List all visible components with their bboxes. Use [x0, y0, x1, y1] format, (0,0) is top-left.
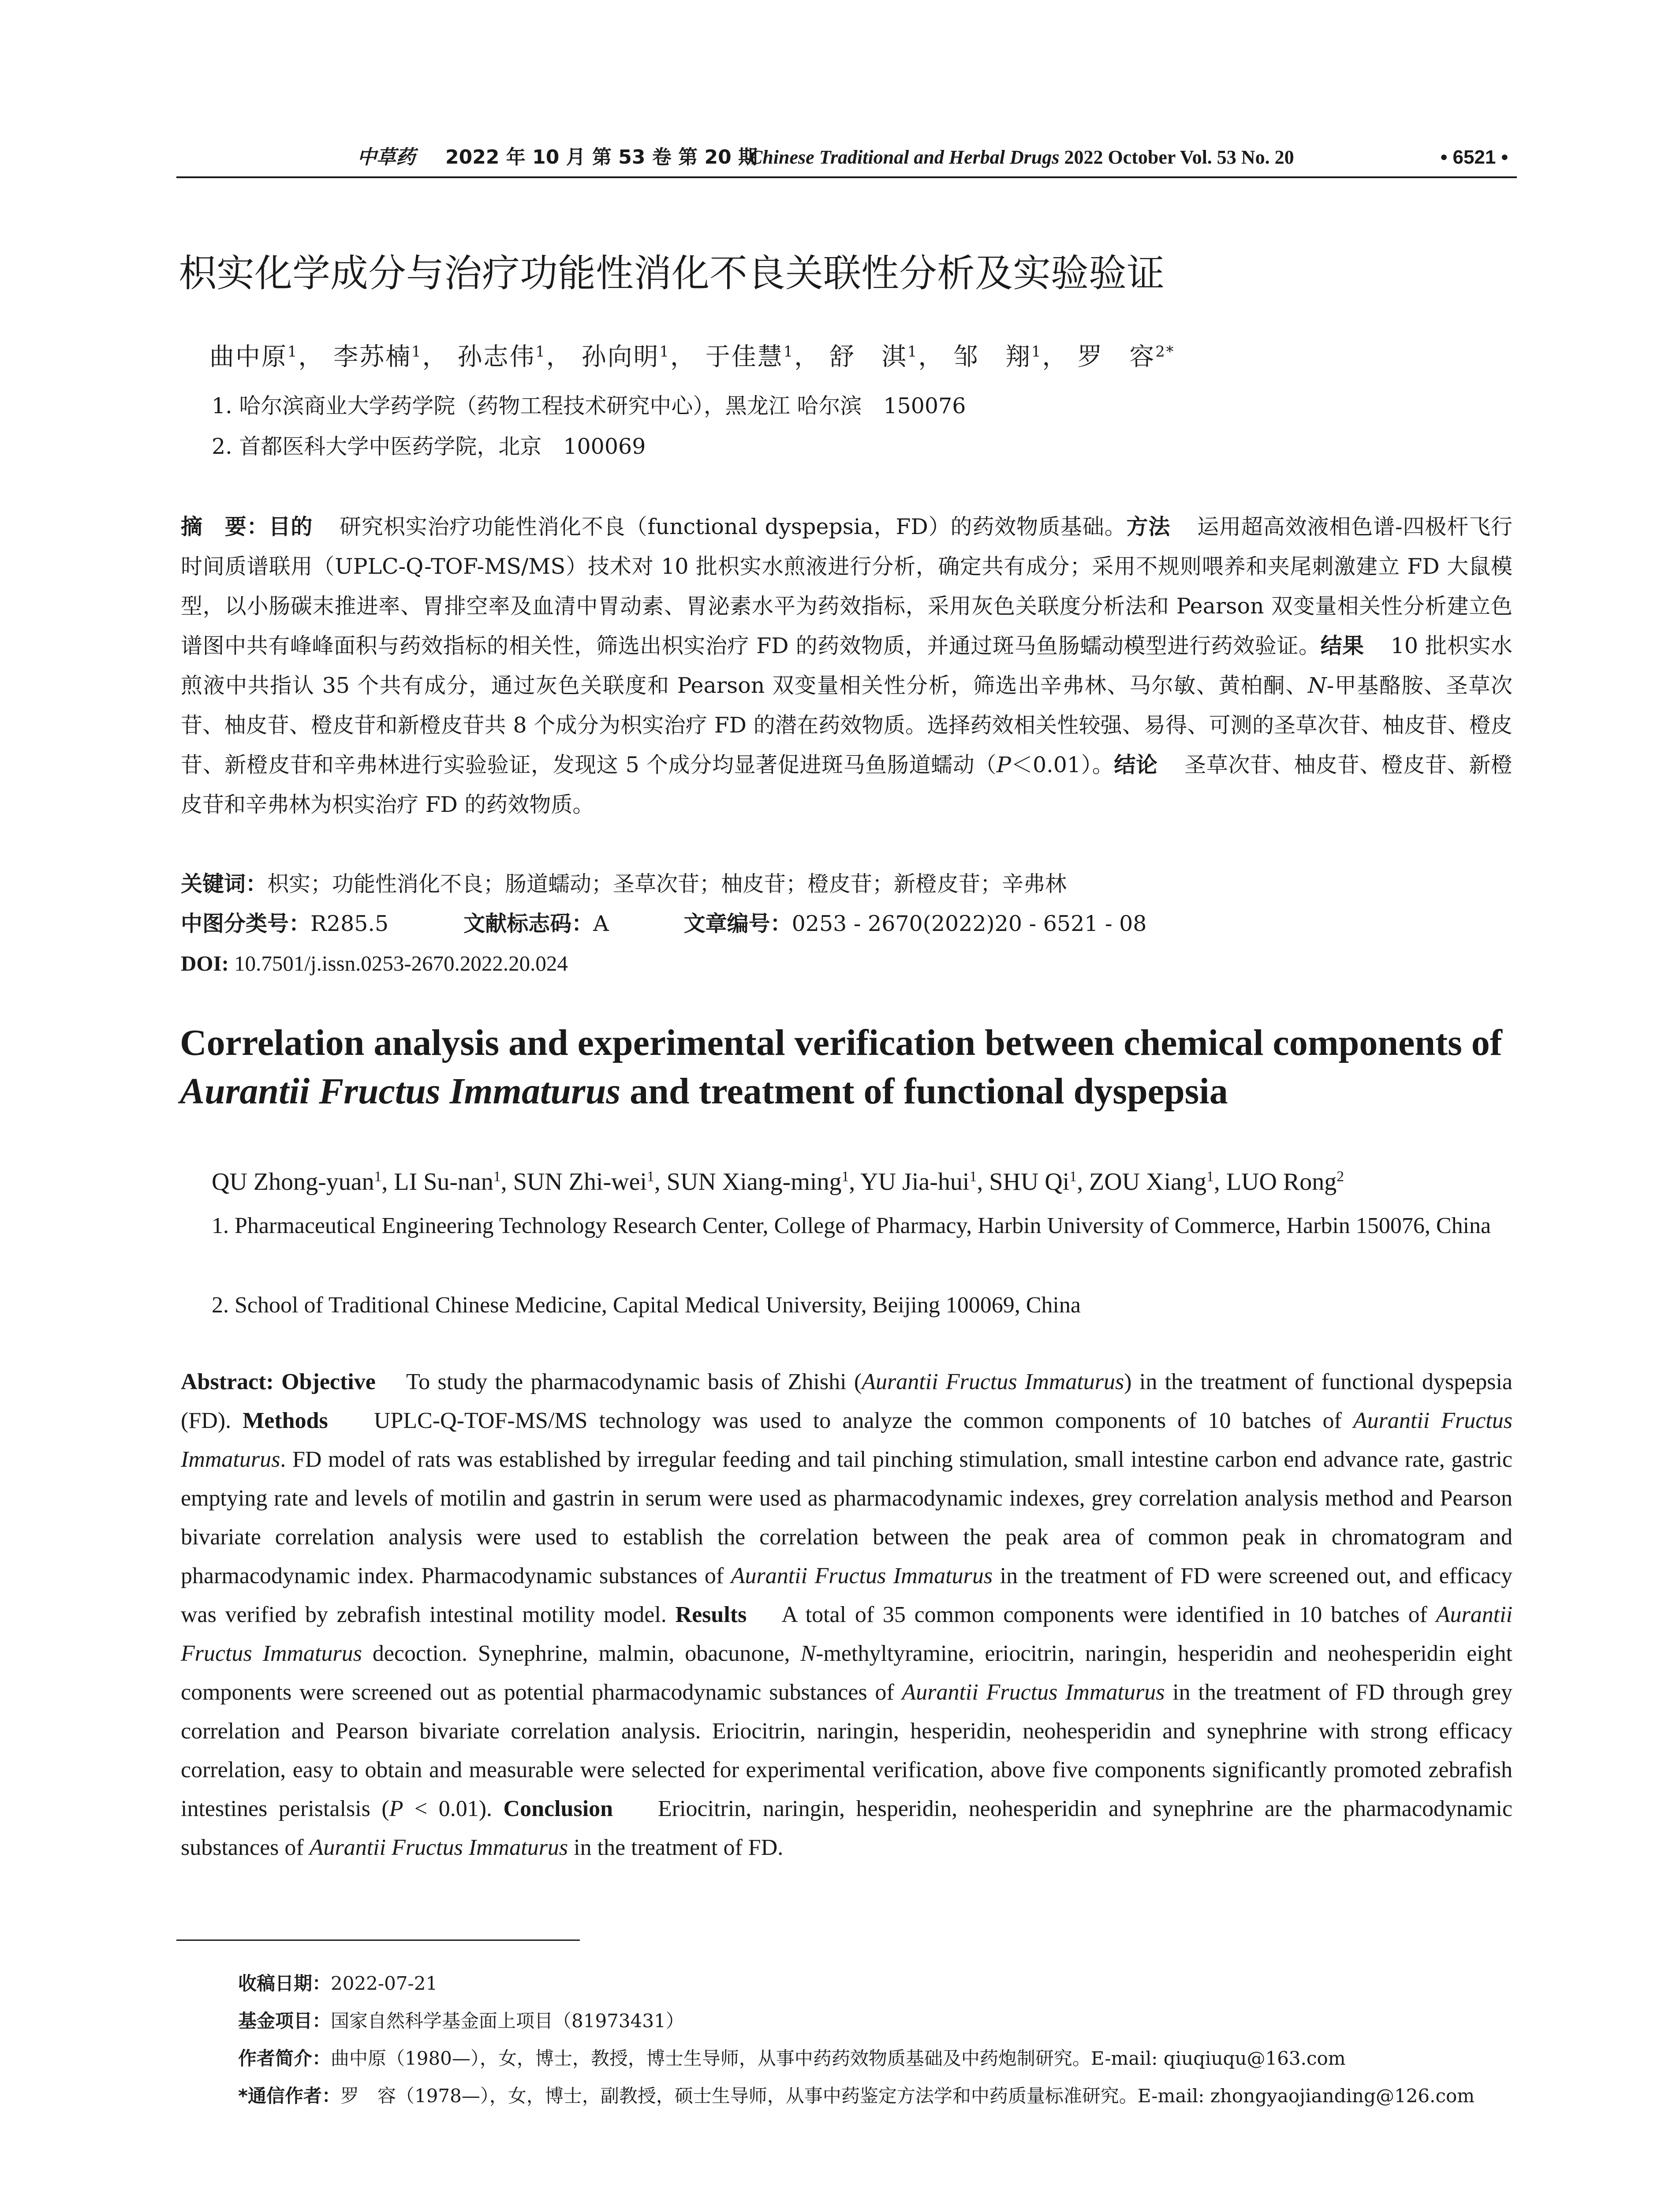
- author-cn: 罗 容: [1077, 343, 1156, 371]
- results-label-en: Results: [675, 1602, 747, 1627]
- objective-label-en: Objective: [281, 1369, 376, 1394]
- author-aff-mark: 1: [493, 1168, 501, 1185]
- objective-text-cn: 研究枳实治疗功能性消化不良（functional dyspepsia，FD）的药效物质基础。: [339, 514, 1127, 539]
- journal-name-en: Chinese Traditional and Herbal Drugs: [750, 146, 1060, 168]
- species-italic: Aurantii Fructus Immaturus: [862, 1369, 1124, 1394]
- journal-mark: 中草药: [357, 146, 415, 168]
- affiliation-cn-2: 2. 首都医科大学中医药学院，北京 100069: [212, 434, 646, 459]
- author-en: SUN Zhi-wei: [513, 1168, 647, 1196]
- footnote-label: *通信作者：: [238, 2085, 340, 2107]
- abstract-en: [181, 1363, 1512, 1867]
- author-cn: 孙志伟: [457, 343, 536, 371]
- article-no-label: 文章编号：: [683, 911, 792, 936]
- affiliation-en-1: 1. Pharmaceutical Engineering Technology Research Center, College of Pharmacy, Harbin University of Commerce, Harbin 150076, China: [212, 1213, 1491, 1238]
- abstract-cn: [181, 507, 1512, 825]
- article-no-value: 0253 - 2670(2022)20 - 6521 - 08: [791, 911, 1147, 936]
- results-text-en: A total of 35 common components were identified in 10 batches of: [781, 1602, 1436, 1627]
- classification-line: [181, 904, 1512, 944]
- results-text-en-cont2: -methyltyramine, eriocitrin, naringin, hesperidin and neohesperidin eight components were screened out as potential pharmacodynamic substances of: [181, 1641, 1513, 1705]
- title-en: [180, 1019, 1516, 1116]
- author-aff-mark: 2*: [1155, 343, 1175, 360]
- objective-label-cn: 目的: [269, 514, 313, 539]
- footnote-corresponding: [238, 2083, 1517, 2109]
- keywords-text-cn: 枳实；功能性消化不良；肠道蠕动；圣草次苷；柚皮苷；橙皮苷；新橙皮苷；辛弗林: [267, 871, 1067, 897]
- footnote-rule: [176, 1940, 580, 1941]
- methods-label-en: Methods: [243, 1408, 328, 1433]
- author-aff-mark: 1: [287, 343, 299, 360]
- author-aff-mark: 1: [659, 343, 670, 360]
- footnote-text: 2022-07-21: [331, 1973, 438, 1994]
- species-italic: Aurantii Fructus Immaturus: [902, 1680, 1165, 1705]
- conclusion-label-cn: 结论: [1114, 752, 1158, 777]
- species-italic: Aurantii Fructus Immaturus: [309, 1835, 568, 1860]
- author-aff-mark: 1: [969, 1168, 977, 1185]
- title-en-part2: and treatment of functional dyspepsia: [620, 1071, 1228, 1112]
- author-list-cn: 曲中原$^1$， 李苏楠$^1$， 孙志伟$^1$， 孙向明$^1$， 于佳慧$^1$， 舒 淇$^1$， 邹 翔$^1$， 罗 容$^{2*}$: [209, 343, 1175, 371]
- methods-text-en-cont: . FD model of rats was established by irregular feeding and tail pinching stimulation, small intestine carbon end advance rate, gastric emptying rate and levels of motilin and gastrin in serum were used as pharmacodynamic indexes, grey correlation analysis method and Pearson bivariate correlation analysis were used to establish the correlation between the peak area of common peak in chromatogram and pharmacodynamic index. Pharmacodynamic substances of: [181, 1447, 1512, 1588]
- footnote-text: 国家自然科学基金面上项目（81973431）: [331, 2010, 684, 2032]
- clc-label: 中图分类号：: [181, 911, 311, 936]
- doi-value: 10.7501/j.issn.0253-2670.2022.20.024: [234, 951, 568, 975]
- doc-code-label: 文献标志码：: [463, 911, 594, 936]
- author-cn: 孙向明: [581, 343, 660, 371]
- running-header: [176, 142, 1517, 173]
- author-en: YU Jia-hui: [860, 1168, 970, 1196]
- results-text-cn-cont: -甲基酪胺、圣草次苷、柚皮苷、橙皮苷和新橙皮苷共 8 个成分为枳实治疗 FD 的潜在药效物质。选择药效相关性较强、易得、可测的圣草次苷、柚皮苷、橙皮苷、新橙皮苷和辛弗林进行实验验证，发现这 5 个成分均显著促进斑马鱼肠道蠕动（: [181, 673, 1513, 777]
- author-cn: 于佳慧: [705, 343, 784, 371]
- page-number: • 6521 •: [1440, 146, 1508, 168]
- author-aff-mark: 2: [1337, 1168, 1344, 1185]
- clc-value: R285.5: [310, 911, 389, 936]
- doi-line: [181, 944, 1512, 983]
- species-italic: Aurantii Fructus Immaturus: [181, 1408, 1513, 1472]
- author-aff-mark: 1: [841, 1168, 849, 1185]
- footnote-text: 罗 容（1978—），女，博士，副教授，硕士生导师，从事中药鉴定方法学和中药质量标准研究。E-mail: zhongyaojianding@126.com: [340, 2085, 1475, 2107]
- footnote-received: [238, 1970, 1517, 1997]
- author-en: LI Su-nan: [394, 1168, 493, 1196]
- conclusion-label-en: Conclusion: [503, 1796, 613, 1821]
- abstract-label-en: Abstract:: [181, 1369, 274, 1394]
- results-text-cn: 10 批枳实水煎液中共指认 35 个共有成分，通过灰色关联度和 Pearson 双变量相关性分析，筛选出辛弗林、马尔敏、黄柏酮、: [181, 633, 1512, 698]
- author-en: QU Zhong-yuan: [212, 1168, 374, 1196]
- abstract-label-cn: 摘 要：: [181, 514, 269, 539]
- footnote-text: 曲中原（1980—），女，博士，教授，博士生导师，从事中药药效物质基础及中药炮制研究。E-mail: qiuqiuqu@163.com: [331, 2048, 1346, 2069]
- author-aff-mark: 1: [783, 343, 795, 360]
- author-aff-mark: 1: [1031, 343, 1042, 360]
- title-cn: 枳实化学成分与治疗功能性消化不良关联性分析及实验验证: [179, 251, 1165, 295]
- keywords-label-cn: 关键词：: [181, 871, 268, 897]
- conclusion-text-en: Eriocitrin, naringin, hesperidin, neohesperidin and synephrine are the pharmacodynamic substances of: [181, 1796, 1513, 1860]
- italic-n: N: [1307, 673, 1327, 698]
- doc-code-value: A: [593, 911, 609, 936]
- objective-text-en: To study the pharmacodynamic basis of Zhishi (: [406, 1369, 862, 1394]
- author-aff-mark: 1: [1206, 1168, 1214, 1185]
- italic-p: P: [996, 752, 1011, 777]
- issue-volume-en: 2022 October Vol. 53 No. 20: [1064, 146, 1294, 168]
- footnote-label: 收稿日期：: [238, 1973, 331, 1994]
- title-en-part1: Correlation analysis and experimental verification between chemical components of: [180, 1022, 1502, 1063]
- results-text-en-cont3: in the treatment of FD through grey correlation and Pearson bivariate correlation analysis. Eriocitrin, naringin, hesperidin, neohesperidin and synephrine with strong efficacy correlation, easy to obtain and measurable were selected for experimental verification, above five components significantly promoted zebrafish intestines peristalsis (: [181, 1680, 1512, 1821]
- footnote-label: 基金项目：: [238, 2010, 331, 2032]
- author-aff-mark: 1: [1069, 1168, 1077, 1185]
- conclusion-text-cn: 圣草次苷、柚皮苷、橙皮苷、新橙皮苷和辛弗林为枳实治疗 FD 的药效物质。: [181, 752, 1512, 817]
- footnote-author-bio: [238, 2045, 1517, 2072]
- title-en-italic: Aurantii Fructus Immaturus: [180, 1071, 621, 1112]
- issue-info-en: [750, 142, 1294, 173]
- methods-text-cn: 运用超高效液相色谱-四极杆飞行时间质谱联用（UPLC-Q-TOF-MS/MS）技术对 10 批枳实水煎液进行分析，确定共有成分；采用不规则喂养和夹尾刺激建立 FD 大鼠模型，以小肠碳末推进率、胃排空率及血清中胃动素、胃泌素水平为药效指标，采用灰色关联度分析法和 Pearson 双变量相关性分析建立色谱图中共有峰峰面积与药效指标的相关性，筛选出枳实治疗 FD 的药效物质，并通过斑马鱼肠蠕动模型进行药效验证。: [181, 514, 1512, 658]
- author-en: ZOU Xiang: [1089, 1168, 1207, 1196]
- footnote-label: 作者简介：: [238, 2048, 331, 2069]
- author-list-en: QU Zhong-yuan$^1$, LI Su-nan$^1$, SUN Zhi-wei$^1$, SUN Xiang-ming$^1$, YU Jia-hui$^1$, SHU Qi$^1$, ZOU Xiang$^1$, LUO Rong$^2$: [212, 1168, 1344, 1196]
- author-cn: 李苏楠: [333, 343, 412, 371]
- author-cn: 曲中原: [209, 343, 287, 371]
- author-cn: 邹 翔: [953, 343, 1032, 371]
- author-aff-mark: 1: [535, 343, 546, 360]
- header-rule: [176, 176, 1517, 178]
- italic-n: N: [800, 1641, 816, 1666]
- author-cn: 舒 淇: [829, 343, 907, 371]
- objective-text-en-end: ) in the treatment of functional dyspepsia (FD).: [181, 1369, 1513, 1433]
- methods-text-en: UPLC-Q-TOF-MS/MS technology was used to analyze the common components of 10 batches of: [373, 1408, 1353, 1433]
- results-text-en-cont: decoction. Synephrine, malmin, obacunone,: [362, 1641, 801, 1666]
- author-en: SHU Qi: [989, 1168, 1070, 1196]
- author-en: LUO Rong: [1226, 1168, 1337, 1196]
- author-en: SUN Xiang-ming: [666, 1168, 842, 1196]
- affiliation-en-2: 2. School of Traditional Chinese Medicine, Capital Medical University, Beijing 100069, China: [212, 1293, 1081, 1318]
- author-aff-mark: 1: [374, 1168, 382, 1185]
- author-aff-mark: 1: [411, 343, 422, 360]
- species-italic: Aurantii Fructus Immaturus: [181, 1602, 1513, 1666]
- issue-info-cn: 2022 年 10 月 第 53 卷 第 20 期: [445, 146, 758, 168]
- results-text-en-end: < 0.01).: [403, 1796, 493, 1821]
- results-label-cn: 结果: [1320, 633, 1364, 658]
- keywords-cn: [181, 864, 1512, 904]
- species-italic: Aurantii Fructus Immaturus: [731, 1563, 993, 1588]
- methods-text-en-end: in the treatment of FD were screened out, and efficacy was verified by zebrafish intestinal motility model.: [181, 1563, 1513, 1627]
- results-text-cn-end: ＜0.01）。: [1011, 752, 1114, 777]
- doi-label: DOI:: [181, 951, 229, 975]
- author-aff-mark: 1: [907, 343, 918, 360]
- affiliation-cn-1: 1. 哈尔滨商业大学药学院（药物工程技术研究中心），黑龙江 哈尔滨 150076: [212, 393, 966, 419]
- footnote-funding: [238, 2008, 1517, 2034]
- methods-label-cn: 方法: [1126, 514, 1171, 539]
- italic-p: P: [389, 1796, 403, 1821]
- conclusion-text-en-end: in the treatment of FD.: [568, 1835, 784, 1860]
- author-aff-mark: 1: [647, 1168, 654, 1185]
